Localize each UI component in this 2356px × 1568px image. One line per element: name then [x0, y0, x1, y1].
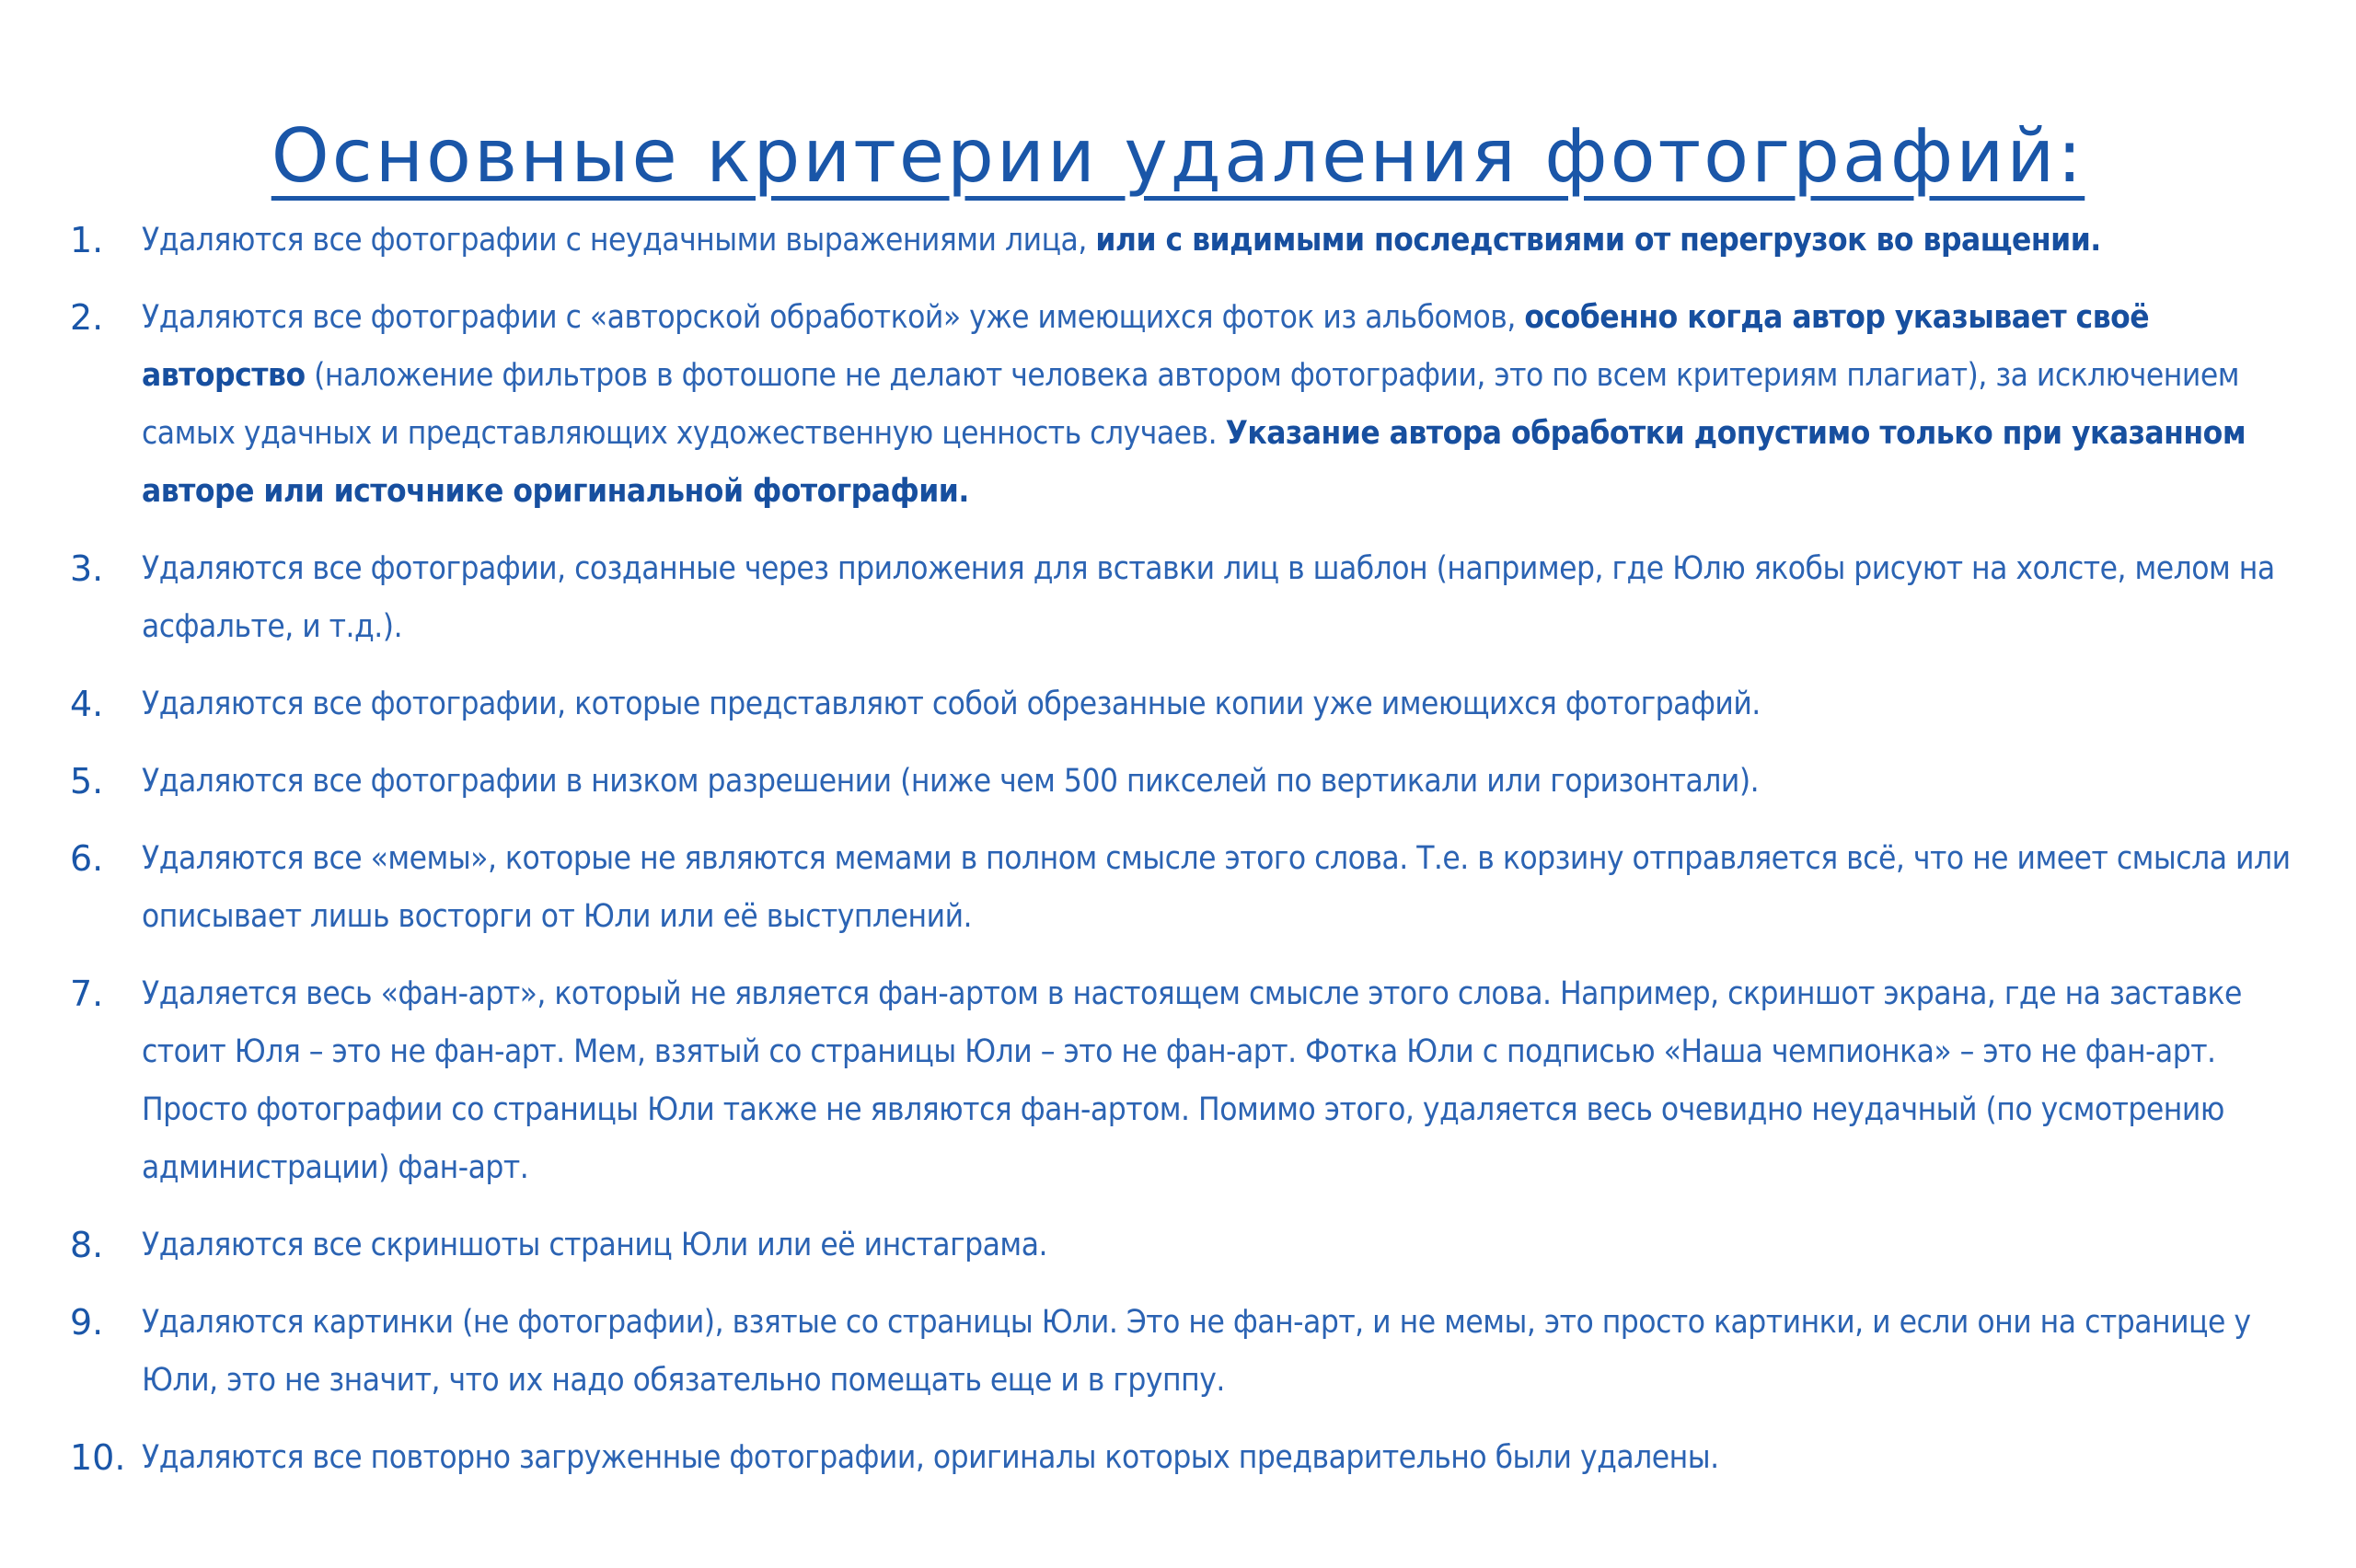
rule-text [142, 965, 2297, 1197]
rule-text [142, 830, 2297, 946]
rule-text-part-bold: или с видимыми последствиями от перегрузок во вращении. [1095, 222, 2101, 259]
list-item [70, 753, 2297, 811]
rule-text-part: Удаляются все фотографии, созданные через приложения для вставки лиц в шаблон (например, где Юлю якобы рисуют на холсте, мелом на асфальте, и т.д.). [142, 550, 2275, 645]
rule-text-part: Удаляются картинки (не фотографии), взятые со страницы Юли. Это не фан-арт, и не мемы, это просто картинки, и если они на странице у Юли, это не значит, что их надо обязательно помещать еще и в группу. [142, 1304, 2251, 1399]
rule-text [142, 1429, 2297, 1487]
rule-text-part-bold: Указание автора обработки допустимо только при указанном авторе или источнике оригинальной фотографии. [142, 415, 2246, 510]
rule-text-part: Удаляются все повторно загруженные фотографии, оригиналы которых предварительно были удалены. [142, 1439, 1719, 1476]
list-item [70, 1216, 2297, 1274]
list-item [70, 965, 2297, 1197]
list-item [70, 1294, 2297, 1410]
rule-text-part: (наложение фильтров в фотошопе не делают человека автором фотографии, это по всем критериям плагиат), за исключением самых удачных и представляющих художественную ценность случаев. [142, 357, 2239, 452]
rule-text-part: Удаляются все фотографии в низком разрешении (ниже чем 500 пикселей по вертикали или горизонтали). [142, 763, 1760, 800]
rule-text [142, 540, 2297, 656]
rule-text-part: Удаляются все фотографии, которые представляют собой обрезанные копии уже имеющихся фотографий. [142, 686, 1761, 722]
list-item [70, 830, 2297, 946]
rule-number: 4. [70, 684, 104, 724]
rule-number: 2. [70, 297, 104, 338]
rule-text-part: Удаляются все фотографии с «авторской обработкой» уже имеющихся фоток из альбомов, [142, 299, 1525, 336]
rule-text-part: Удаляются все скриншоты страниц Юли или её инстаграма. [142, 1227, 1047, 1263]
page-title [0, 107, 2356, 206]
rule-number: 6. [70, 838, 104, 879]
rule-number: 3. [70, 548, 104, 589]
rule-text-part: Удаляются все фотографии с неудачными выражениями лица, [142, 222, 1096, 259]
rule-text [142, 212, 2297, 270]
rule-number: 10. [70, 1437, 126, 1478]
rule-text [142, 1294, 2297, 1410]
list-item [70, 1429, 2297, 1487]
rule-text [142, 289, 2297, 521]
list-item [70, 540, 2297, 656]
rule-number: 1. [70, 220, 104, 260]
list-item [70, 289, 2297, 521]
rules-list [70, 212, 2297, 1506]
rule-text-part: Удаляется весь «фан-арт», который не является фан-артом в настоящем смысле этого слова. Например, скриншот экрана, где на заставке стоит Юля – это не фан-арт. Мем, взятый со страницы Юли – это не фан-арт. Фотка Юли с подписью «Наша чемпионка» – это не фан-арт. Просто фотографии со страницы Юли также не являются фан-артом. Помимо этого, удаляется весь очевидно неудачный (по усмотрению администрации) фан-арт. [142, 975, 2242, 1186]
list-item [70, 675, 2297, 733]
rule-number: 5. [70, 761, 104, 801]
rule-text [142, 675, 2297, 733]
rule-text-part: Удаляются все «мемы», которые не являются мемами в полном смысле этого слова. Т.е. в корзину отправляется всё, что не имеет смысла или описывает лишь восторги от Юли или её выступлений. [142, 840, 2291, 935]
rule-number: 7. [70, 974, 104, 1014]
page-title-text: Основные критерии удаления фотографий: [271, 112, 2085, 199]
rule-text [142, 753, 2297, 811]
rule-text [142, 1216, 2297, 1274]
rule-text-part-bold: особенно когда автор указывает своё авторство [142, 299, 2150, 394]
list-item [70, 212, 2297, 270]
rule-number: 9. [70, 1302, 104, 1343]
rule-number: 8. [70, 1225, 104, 1265]
